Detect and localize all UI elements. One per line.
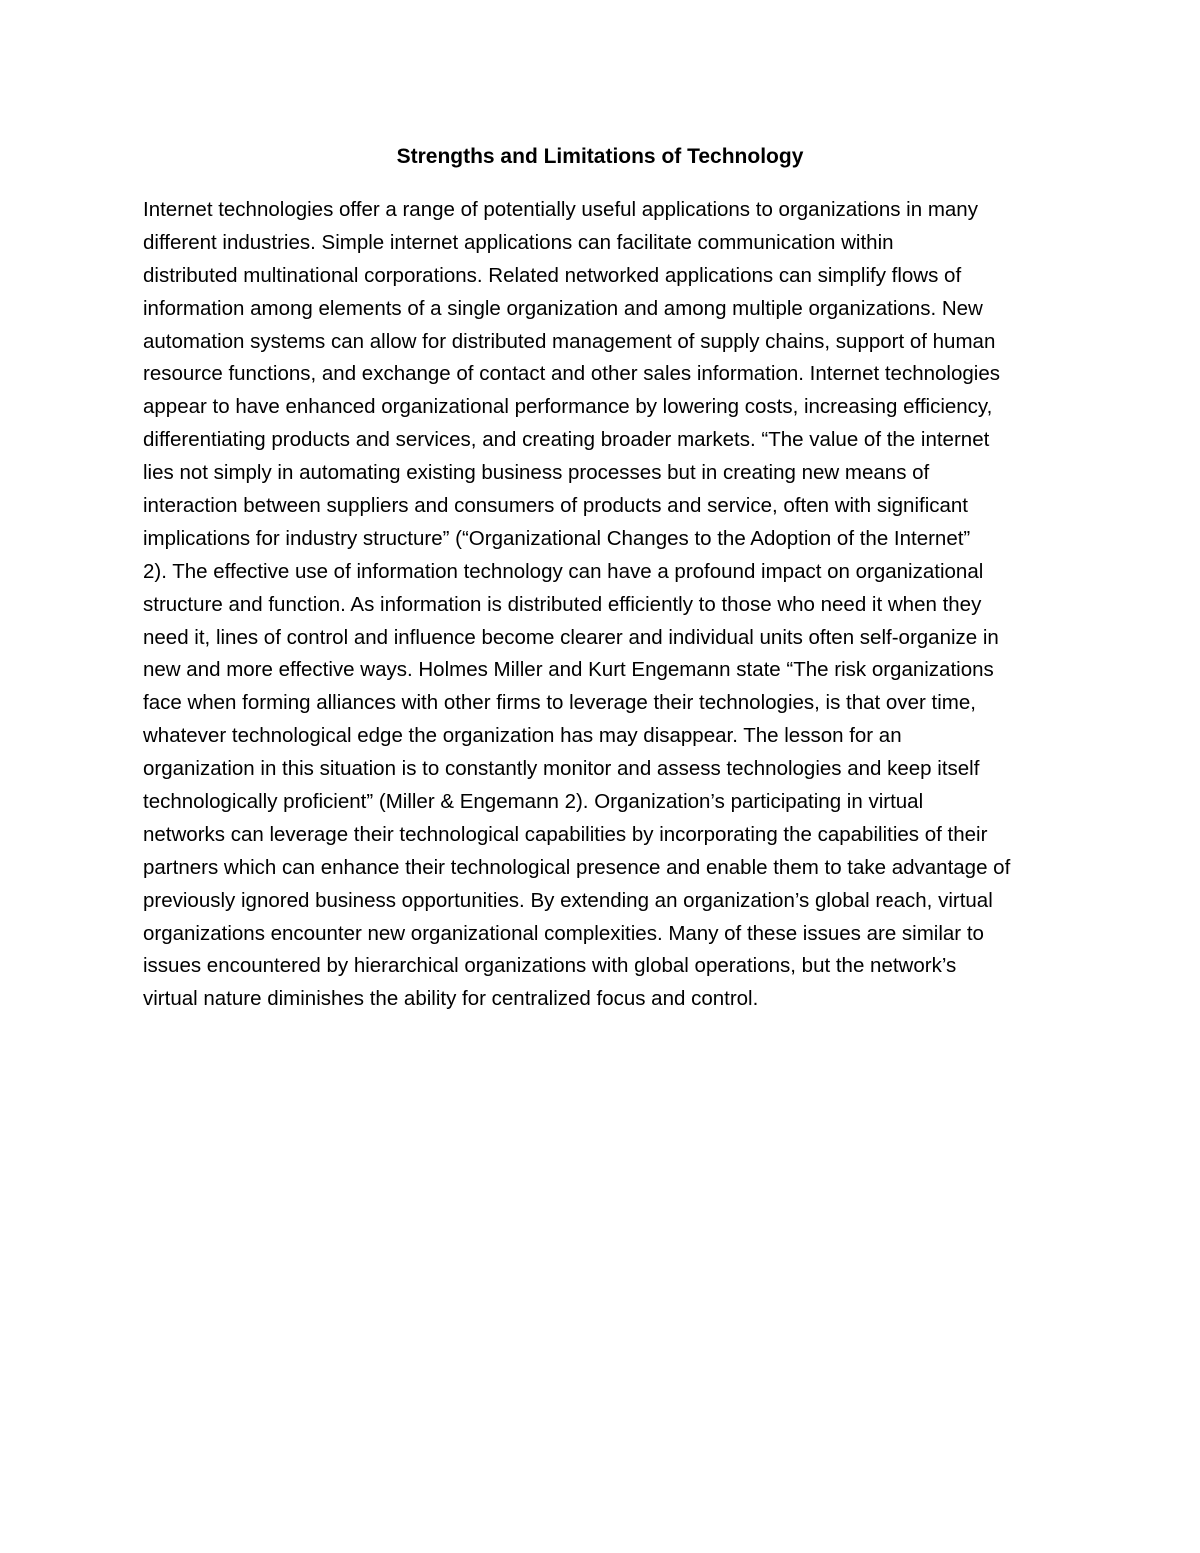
paragraph-line: technologically proficient” (Miller & Engemann 2). Organization’s participating in virtual <box>143 790 924 814</box>
paragraph-line: new and more effective ways. Holmes Miller and Kurt Engemann state “The risk organizations <box>143 658 994 682</box>
paragraph-line: structure and function. As information is distributed efficiently to those who need it when they <box>143 592 982 616</box>
paragraph-line: implications for industry structure” (“Organizational Changes to the Adoption of the Internet” <box>143 526 971 550</box>
paragraph-line: need it, lines of control and influence become clearer and individual units often self-organize in <box>143 625 999 649</box>
paragraph-line: face when forming alliances with other firms to leverage their technologies, is that over time, <box>143 691 976 715</box>
paragraph-line: different industries. Simple internet applications can facilitate communication within <box>143 230 894 254</box>
paragraph-line: networks can leverage their technological capabilities by incorporating the capabilities of their <box>143 822 988 846</box>
paragraph-line: 2). The effective use of information technology can have a profound impact on organizational <box>143 559 984 583</box>
paragraph-line: interaction between suppliers and consumers of products and service, often with significant <box>143 494 969 518</box>
body-paragraph <box>143 194 1063 1016</box>
paragraph-line: automation systems can allow for distributed management of supply chains, support of human <box>143 329 996 353</box>
paragraph-line: information among elements of a single organization and among multiple organizations. New <box>143 296 983 320</box>
paragraph-line: organization in this situation is to constantly monitor and assess technologies and keep itself <box>143 757 980 781</box>
paragraph-line: distributed multinational corporations. Related networked applications can simplify flows of <box>143 263 962 287</box>
paragraph-line: partners which can enhance their technological presence and enable them to take advantage of <box>143 855 1011 879</box>
paragraph-line: whatever technological edge the organization has may disappear. The lesson for an <box>143 724 902 748</box>
document-title: Strengths and Limitations of Technology <box>396 145 804 168</box>
paragraph-line: previously ignored business opportunities. By extending an organization’s global reach, virtual <box>143 888 993 912</box>
paragraph-line: lies not simply in automating existing business processes but in creating new means of <box>143 461 930 485</box>
paragraph-line: issues encountered by hierarchical organizations with global operations, but the network’s <box>143 954 957 978</box>
paragraph-line: organizations encounter new organizational complexities. Many of these issues are similar to <box>143 921 984 945</box>
paragraph-line: virtual nature diminishes the ability for centralized focus and control. <box>143 987 759 1011</box>
paragraph-line: Internet technologies offer a range of potentially useful applications to organizations in many <box>143 198 978 221</box>
paragraph-line: resource functions, and exchange of contact and other sales information. Internet technologies <box>143 362 1000 386</box>
paragraph-line: appear to have enhanced organizational performance by lowering costs, increasing efficiency, <box>143 395 993 419</box>
paragraph-line: differentiating products and services, and creating broader markets. “The value of the internet <box>143 428 990 452</box>
